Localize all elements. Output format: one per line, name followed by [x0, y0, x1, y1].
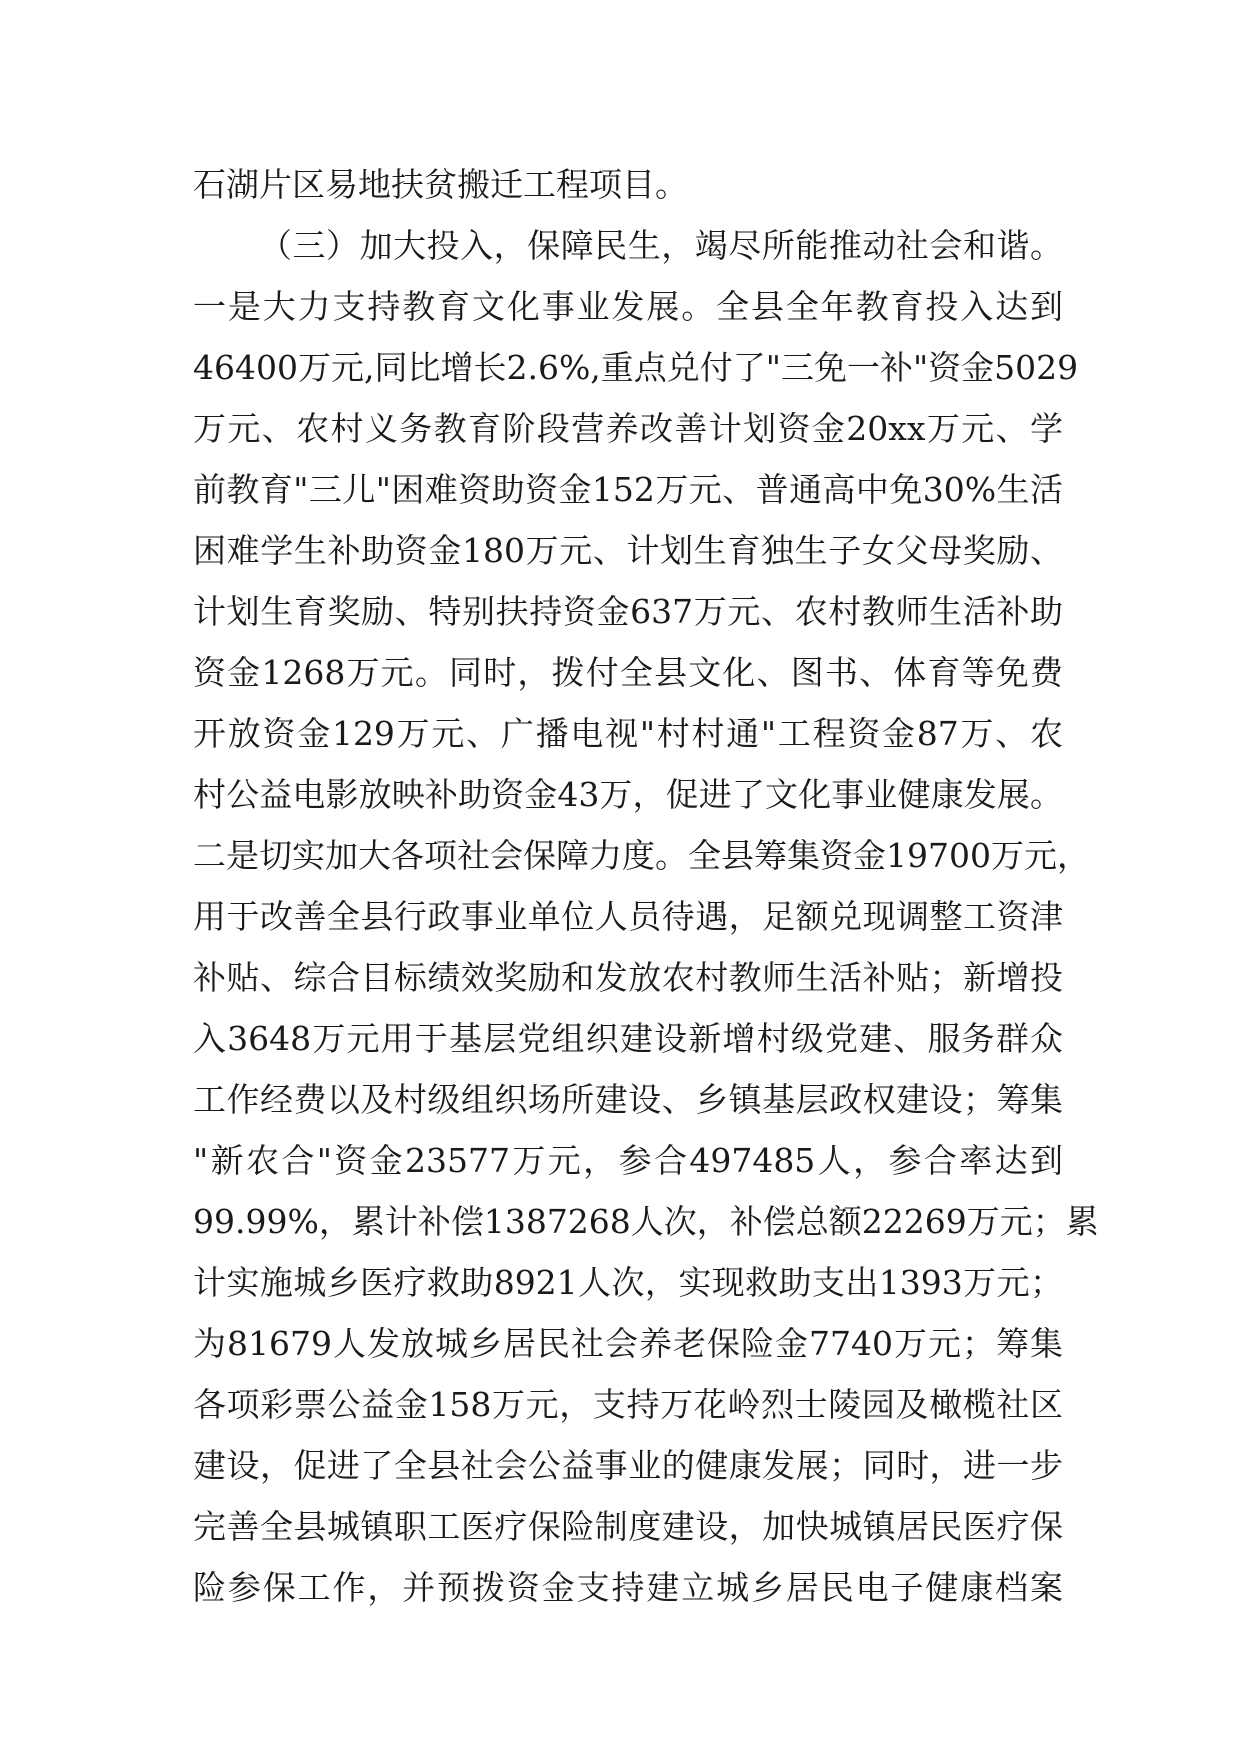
- text-line-11: 村公益电影放映补助资金43万，促进了文化事业健康发展。: [193, 775, 1063, 814]
- text-line-23: 完善全县城镇职工医疗保险制度建设，加快城镇居民医疗保: [193, 1507, 1063, 1546]
- text-line-12: 二是切实加大各项社会保障力度。全县筹集资金19700万元，: [193, 836, 1090, 875]
- text-line-16: 工作经费以及村级组织场所建设、乡镇基层政权建设；筹集: [193, 1080, 1063, 1119]
- text-line-14: 补贴、综合目标绩效奖励和发放农村教师生活补贴；新增投: [193, 958, 1063, 997]
- text-line-3: 一是大力支持教育文化事业发展。全县全年教育投入达到: [193, 287, 1063, 326]
- text-line-21: 各项彩票公益金158万元，支持万花岭烈士陵园及橄榄社区: [193, 1385, 1063, 1424]
- body-text: [193, 154, 1099, 1618]
- text-line-5: 万元、农村义务教育阶段营养改善计划资金20xx万元、学: [193, 409, 1063, 448]
- text-line-17: "新农合"资金23577万元，参合497485人，参合率达到: [193, 1141, 1063, 1180]
- text-line-10: 开放资金129万元、广播电视"村村通"工程资金87万、农: [193, 714, 1063, 753]
- text-line-1: 石湖片区易地扶贫搬迁工程项目。: [193, 165, 688, 204]
- section-heading-3: （三）加大投入，保障民生，竭尽所能推动社会和谐。: [259, 226, 1063, 265]
- text-line-20: 为81679人发放城乡居民社会养老保险金7740万元；筹集: [193, 1324, 1063, 1363]
- text-line-24: 险参保工作，并预拨资金支持建立城乡居民电子健康档案: [193, 1568, 1063, 1607]
- text-line-18: 99.99%，累计补偿1387268人次，补偿总额22269万元；累: [193, 1202, 1099, 1241]
- text-line-6: 前教育"三儿"困难资助资金152万元、普通高中免30%生活: [193, 470, 1063, 509]
- text-line-22: 建设，促进了全县社会公益事业的健康发展；同时，进一步: [193, 1446, 1063, 1485]
- text-line-7: 困难学生补助资金180万元、计划生育独生子女父母奖励、: [193, 531, 1063, 570]
- text-line-4: 46400万元,同比增长2.6%,重点兑付了"三免一补"资金5029: [193, 348, 1079, 387]
- text-line-8: 计划生育奖励、特别扶持资金637万元、农村教师生活补助: [193, 592, 1063, 631]
- text-line-19: 计实施城乡医疗救助8921人次，实现救助支出1393万元；: [193, 1263, 1063, 1302]
- text-line-15: 入3648万元用于基层党组织建设新增村级党建、服务群众: [193, 1019, 1063, 1058]
- text-line-13: 用于改善全县行政事业单位人员待遇，足额兑现调整工资津: [193, 897, 1063, 936]
- text-line-9: 资金1268万元。同时，拨付全县文化、图书、体育等免费: [193, 653, 1063, 692]
